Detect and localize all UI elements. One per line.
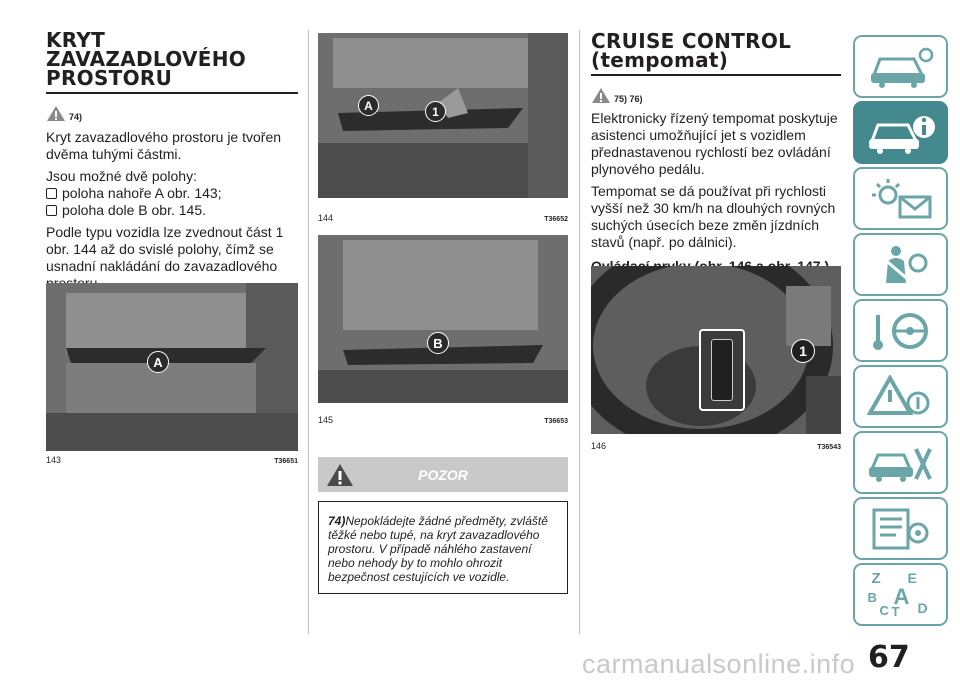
trunk-cover-up-illustration (46, 283, 298, 451)
car-info-icon (866, 111, 936, 155)
warning-ref-number: 75) 76) (614, 94, 643, 104)
callout-1: 1 (425, 101, 446, 122)
warning-triangle-icon (326, 463, 354, 487)
watermark: carmanualsonline.info (582, 649, 856, 679)
paragraph: Elektronicky řízený tempomat poskytuje asistenci umožňující jet s vozidlem přednastavenou rychlostí bez ovládání plynového pedálu. (591, 110, 838, 177)
tab-warning-lights[interactable] (853, 167, 948, 230)
figure-caption-144 (318, 213, 568, 223)
car-service-tools-icon (866, 441, 936, 485)
tab-starting-driving[interactable] (853, 299, 948, 362)
warning-header (318, 457, 568, 492)
list-item: poloha nahoře A obr. 143; (46, 185, 298, 202)
car-dashboard-icon (866, 45, 936, 89)
callout-a: A (147, 351, 169, 373)
column-divider (308, 30, 309, 634)
section-title-kryt: KRYT ZAVAZADLOVÉHO PROSTORU (46, 28, 247, 90)
callout-b: B (427, 332, 449, 354)
warning-ref-number: 74) (69, 112, 83, 122)
cruise-control-switch-icon (711, 339, 733, 401)
figure-number: 144 (318, 213, 334, 223)
warning-triangle-icon (46, 105, 66, 122)
figure-caption-146 (591, 441, 841, 451)
paragraph: Jsou možné dvě polohy: (46, 168, 197, 184)
figure-144-photo (318, 33, 568, 198)
alphabetical-index-icon: Z E B A C T D (867, 569, 928, 619)
figure-code: T36651 (274, 458, 298, 465)
checkbox-bullet-icon (46, 205, 57, 216)
warning-ref-number: 74) (328, 514, 346, 528)
tab-dashboard[interactable] (853, 35, 948, 98)
trunk-cover-down-illustration (318, 235, 568, 403)
column-divider (579, 30, 580, 634)
figure-code: T36652 (544, 216, 568, 223)
seatbelt-airbag-icon (866, 243, 936, 287)
figure-number: 146 (591, 441, 607, 451)
checkbox-bullet-icon (46, 188, 57, 199)
tab-technical-data[interactable] (853, 497, 948, 560)
warning-heading: POZOR (418, 466, 468, 483)
cruise-control-switch-inset (699, 329, 745, 411)
page-number: 67 (868, 640, 910, 675)
figure-145-photo (318, 235, 568, 403)
paragraph: Podle typu vozidla lze zvednout část 1 obr. 144 až do svislé polohy, čímž se usnadní nakládání do zavazadlového (46, 224, 284, 274)
callout-1: 1 (791, 339, 815, 363)
tab-safety[interactable] (853, 233, 948, 296)
list-item: poloha dole B obr. 145. (46, 202, 298, 219)
figure-number: 145 (318, 415, 334, 425)
warning-text: Nepokládejte žádné předměty, zvláště těžké nebo tupé, na kryt zavazadlového prostoru. V případě náhlého zastavení nebo nehody by to mohlo ohrozit bezpečnost cestujících ve vozidle. (328, 514, 548, 584)
warning-body (318, 501, 568, 594)
paragraph: Tempomat se dá používat při rychlosti vyšší než 30 km/h na dlouhých rovných suchých úsecích beze změn jízdních stavů (např. po dálnici). (591, 183, 836, 250)
figure-caption-143 (46, 455, 298, 465)
tab-car-info[interactable] (853, 101, 948, 164)
title-rule (46, 92, 298, 94)
right-column (591, 0, 841, 275)
tab-maintenance[interactable] (853, 431, 948, 494)
paragraph: Kryt zavazadlového prostoru je tvořen dvěma tuhými částmi. (46, 129, 282, 162)
figure-number: 143 (46, 455, 62, 465)
technical-data-icon (866, 507, 936, 551)
figure-code: T36543 (817, 444, 841, 451)
warning-lights-icon (866, 177, 936, 221)
figure-caption-145 (318, 415, 568, 425)
warning-reference (46, 102, 298, 122)
warning-triangle-icon (591, 87, 611, 104)
tab-alphabetical-index[interactable] (853, 563, 948, 626)
title-rule (591, 74, 841, 76)
warning-reference (591, 84, 841, 104)
callout-a: A (358, 95, 379, 116)
figure-143-photo (46, 283, 298, 451)
tab-emergency[interactable] (853, 365, 948, 428)
steering-wheel-key-icon (866, 309, 936, 353)
emergency-triangle-icon (866, 375, 936, 419)
section-title-cruise-control: CRUISE CONTROL (tempomat) (591, 29, 792, 72)
figure-146-photo (591, 266, 841, 434)
left-column (46, 0, 298, 292)
figure-code: T36653 (544, 418, 568, 425)
